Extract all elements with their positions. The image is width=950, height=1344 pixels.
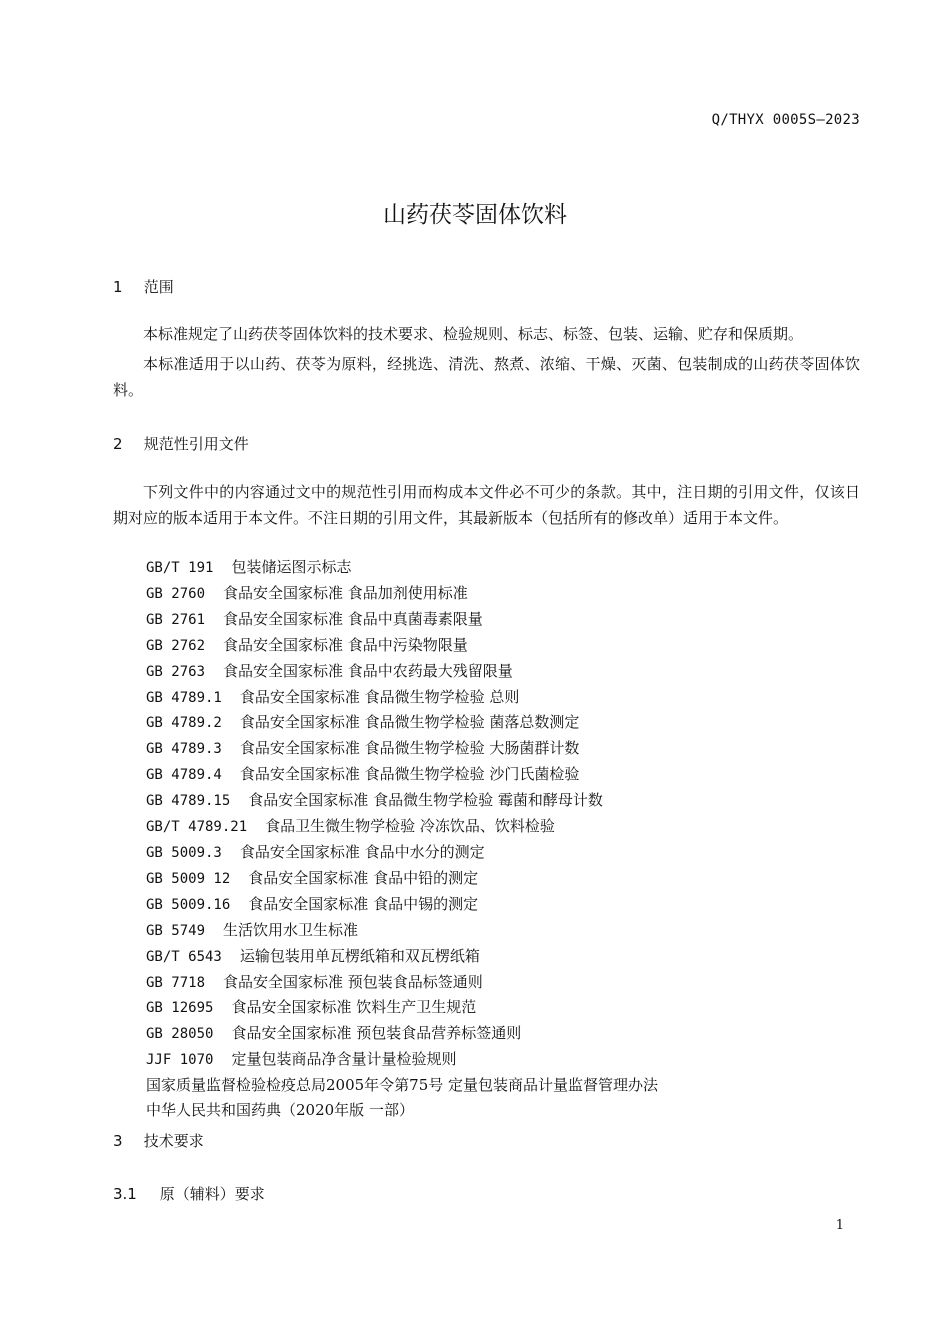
- reference-name: 中华人民共和国药典（2020年版 一部）: [146, 1101, 414, 1120]
- reference-code: GB 4789.1: [146, 689, 222, 706]
- section-heading-references: [113, 433, 249, 454]
- reference-code: GB 7718: [146, 974, 206, 991]
- subsection-heading-materials: [113, 1183, 265, 1204]
- reference-name: 定量包装商品净含量计量检验规则: [231, 1050, 457, 1069]
- references-intro: 下列文件中的内容通过文中的规范性引用而构成本文件必不可少的条款。其中，注日期的引用文件，仅该日期对应的版本适用于本文件。不注日期的引用文件，其最新版本（包括所有的修改单）适用于本文件。: [113, 483, 860, 527]
- reference-name: 食品安全国家标准 食品微生物学检验 菌落总数测定: [239, 713, 580, 732]
- reference-item: [146, 659, 658, 685]
- reference-name: 食品安全国家标准 食品微生物学检验 大肠菌群计数: [239, 739, 580, 758]
- reference-item: [146, 970, 658, 996]
- reference-code: GB 2761: [146, 611, 206, 628]
- reference-item: [146, 1021, 658, 1047]
- reference-code: GB 4789.2: [146, 715, 222, 732]
- reference-item: [146, 892, 658, 918]
- reference-name: 食品安全国家标准 预包装食品标签通则: [223, 972, 483, 991]
- reference-item: [146, 814, 658, 840]
- reference-code: GB 5009 12: [146, 870, 231, 887]
- reference-name: 食品安全国家标准 食品微生物学检验 霉菌和酵母计数: [248, 791, 603, 810]
- section-number: 3: [113, 1132, 123, 1150]
- page-number: 1: [835, 1218, 844, 1233]
- section-title: 范围: [143, 278, 174, 296]
- reference-item: [146, 633, 658, 659]
- reference-code: GB/T 191: [146, 560, 214, 576]
- section-heading-scope: [113, 276, 174, 297]
- reference-code: GB 4789.4: [146, 767, 222, 784]
- reference-item: [146, 710, 658, 736]
- reference-name: 食品安全国家标准 预包装食品营养标签通则: [231, 1024, 522, 1043]
- reference-name: 食品安全国家标准 食品中真菌毒素限量: [223, 609, 483, 628]
- reference-name: 生活饮用水卫生标准: [223, 920, 359, 939]
- reference-code: GB 5009.3: [146, 844, 222, 861]
- reference-name: 运输包装用单瓦楞纸箱和双瓦楞纸箱: [239, 946, 480, 965]
- reference-name: 食品安全国家标准 饮料生产卫生规范: [231, 998, 477, 1017]
- reference-name: 包装储运图示标志: [231, 558, 352, 576]
- reference-item: [146, 581, 658, 607]
- reference-item: [146, 944, 658, 970]
- reference-name: 食品卫生微生物学检验 冷冻饮品、饮料检验: [265, 817, 555, 836]
- reference-code: GB/T 6543: [146, 948, 222, 965]
- section-title: 规范性引用文件: [143, 435, 249, 453]
- reference-item: [146, 555, 658, 581]
- reference-code: GB 28050: [146, 1026, 214, 1043]
- reference-name: 食品安全国家标准 食品中锡的测定: [248, 894, 479, 913]
- reference-item: [146, 788, 658, 814]
- reference-name: 食品安全国家标准 食品微生物学检验 沙门氏菌检验: [239, 765, 580, 784]
- reference-item: [146, 918, 658, 944]
- reference-code: GB 12695: [146, 1000, 214, 1017]
- reference-item: [146, 685, 658, 711]
- section-title: 技术要求: [143, 1132, 204, 1150]
- reference-item: [146, 1073, 658, 1098]
- reference-item: [146, 840, 658, 866]
- reference-name: 食品安全国家标准 食品中铅的测定: [248, 868, 479, 887]
- reference-item: [146, 866, 658, 892]
- reference-code: GB 4789.15: [146, 793, 231, 810]
- reference-code: GB/T 4789.21: [146, 819, 248, 836]
- reference-name: 食品安全国家标准 食品中水分的测定: [239, 842, 485, 861]
- subsection-title: 原（辅料）要求: [159, 1185, 265, 1203]
- reference-item: [146, 1047, 658, 1073]
- reference-name: 食品安全国家标准 食品加剂使用标准: [223, 583, 468, 602]
- reference-name: 食品安全国家标准 食品微生物学检验 总则: [239, 687, 520, 706]
- reference-code: GB 5009.16: [146, 896, 231, 913]
- subsection-number: 3.1: [113, 1185, 137, 1203]
- scope-paragraph-2: 本标准适用于以山药、茯苓为原料，经挑选、清洗、熬煮、浓缩、干燥、灭菌、包装制成的山药茯苓固体饮料。: [113, 355, 860, 399]
- reference-name: 国家质量监督检验检疫总局2005年令第75号 定量包装商品计量监督管理办法: [146, 1076, 659, 1095]
- reference-code: GB 5749: [146, 922, 206, 939]
- reference-code: GB 2762: [146, 637, 206, 654]
- section-heading-technical: [113, 1130, 204, 1151]
- reference-code: GB 2760: [146, 585, 206, 602]
- reference-item: [146, 762, 658, 788]
- reference-list: [146, 555, 658, 1123]
- reference-code: GB 4789.3: [146, 741, 222, 758]
- reference-item: [146, 607, 658, 633]
- reference-item: [146, 1098, 658, 1123]
- document-title: 山药茯苓固体饮料: [383, 202, 567, 228]
- reference-name: 食品安全国家标准 食品中农药最大残留限量: [223, 661, 513, 680]
- reference-code: JJF 1070: [146, 1052, 214, 1069]
- section-number: 1: [113, 278, 123, 296]
- section-number: 2: [113, 435, 123, 453]
- reference-item: [146, 995, 658, 1021]
- standard-code: Q/THYX 0005S—2023: [711, 112, 860, 128]
- reference-code: GB 2763: [146, 663, 206, 680]
- reference-item: [146, 736, 658, 762]
- scope-paragraph-1: 本标准规定了山药茯苓固体饮料的技术要求、检验规则、标志、标签、包装、运输、贮存和保质期。: [143, 325, 804, 343]
- reference-name: 食品安全国家标准 食品中污染物限量: [223, 635, 468, 654]
